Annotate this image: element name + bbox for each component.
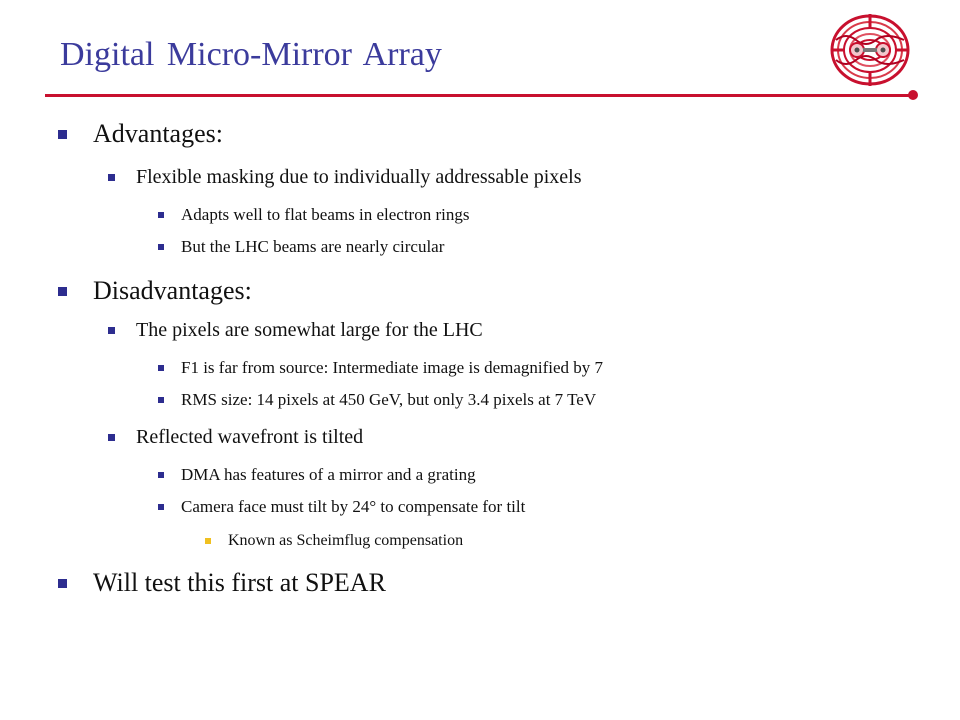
disadvantages-subpoint-text: F1 is far from source: Intermediate image is demagnified by 7 <box>181 358 604 377</box>
square-bullet-icon <box>158 472 164 478</box>
advantages-point <box>108 166 581 189</box>
disadvantages-subpoint <box>158 358 603 378</box>
square-bullet-icon <box>58 287 67 296</box>
advantages-subpoint <box>158 237 444 257</box>
disadvantages-point <box>108 319 483 342</box>
square-bullet-icon <box>158 212 164 218</box>
advantages-subpoint <box>158 205 469 225</box>
title-divider <box>45 94 913 97</box>
conclusion-point <box>58 568 386 598</box>
disadvantages-subpoint-text: Camera face must tilt by 24° to compensate for tilt <box>181 497 526 516</box>
divider-end-dot <box>908 90 918 100</box>
square-bullet-icon <box>158 397 164 403</box>
disadvantages-point <box>108 426 363 449</box>
square-bullet-icon <box>58 579 67 588</box>
lhc-accelerator-logo-icon <box>826 10 914 90</box>
disadvantages-heading <box>58 276 252 306</box>
advantages-heading-text: Advantages: <box>93 119 223 148</box>
square-bullet-icon <box>108 434 115 441</box>
square-bullet-icon <box>205 538 211 544</box>
square-bullet-icon <box>158 504 164 510</box>
disadvantages-heading-text: Disadvantages: <box>93 276 252 305</box>
advantages-subpoint-text: Adapts well to flat beams in electron rings <box>181 205 470 224</box>
advantages-heading <box>58 119 223 149</box>
disadvantages-subpoint <box>158 497 525 517</box>
conclusion-text: Will test this first at SPEAR <box>93 568 386 597</box>
disadvantages-note-text: Known as Scheimflug compensation <box>228 532 464 549</box>
disadvantages-point-text: The pixels are somewhat large for the LHC <box>136 319 483 341</box>
square-bullet-icon <box>158 244 164 250</box>
advantages-subpoint-text: But the LHC beams are nearly circular <box>181 237 445 256</box>
disadvantages-note <box>205 532 463 550</box>
disadvantages-point-text: Reflected wavefront is tilted <box>136 426 364 448</box>
advantages-point-text: Flexible masking due to individually addressable pixels <box>136 166 582 188</box>
disadvantages-subpoint <box>158 390 596 410</box>
square-bullet-icon <box>108 327 115 334</box>
square-bullet-icon <box>58 130 67 139</box>
square-bullet-icon <box>108 174 115 181</box>
disadvantages-subpoint <box>158 465 476 485</box>
disadvantages-subpoint-text: DMA has features of a mirror and a grating <box>181 465 476 484</box>
square-bullet-icon <box>158 365 164 371</box>
slide-title: Digital Micro-Mirror Array <box>60 36 442 73</box>
disadvantages-subpoint-text: RMS size: 14 pixels at 450 GeV, but only 3.4 pixels at 7 TeV <box>181 390 597 409</box>
